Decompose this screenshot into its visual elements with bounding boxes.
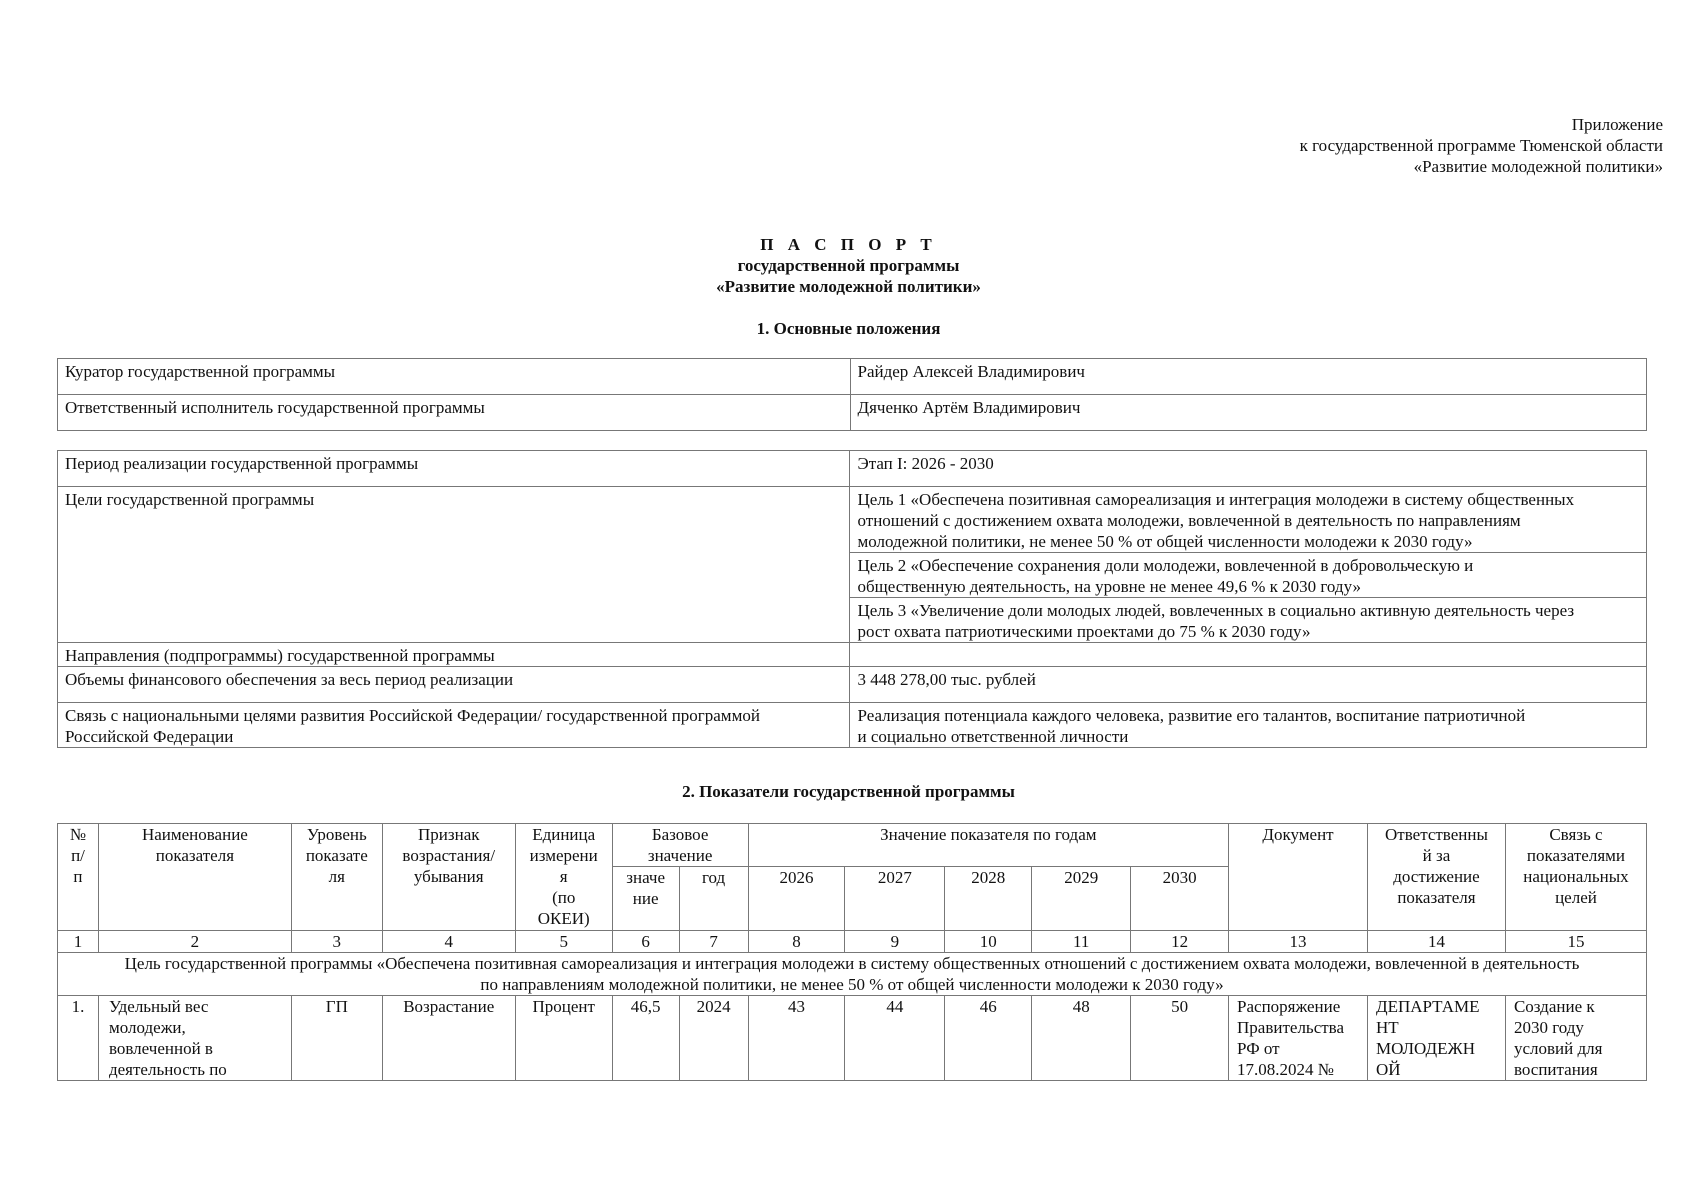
col-number: 12 (1131, 931, 1229, 953)
table-row (58, 667, 1647, 703)
cell-line: деятельность по (108, 1060, 227, 1079)
goal-1-line: Цель 1 «Обеспечена позитивная самореализация и интеграция молодежи в систему общественных (857, 490, 1575, 509)
col-number: 7 (679, 931, 748, 953)
row-sign: Возрастание (382, 996, 515, 1081)
goal-row-line: по направлениям молодежной политики, не менее 50 % от общей численности молодежи к 2030 году» (480, 975, 1224, 994)
header-line: Связь с (1549, 825, 1603, 844)
cell-line: РФ от (1237, 1039, 1280, 1058)
header-name (98, 824, 291, 931)
row-base-year: 2024 (679, 996, 748, 1081)
goals-label: Цели государственной программы (58, 487, 850, 643)
cell-line: МОЛОДЕЖН (1375, 1039, 1475, 1058)
header-line: значение (647, 846, 713, 865)
col-number: 2 (98, 931, 291, 953)
row-value-2027: 44 (845, 996, 945, 1081)
header-year-2029: 2029 (1032, 867, 1131, 931)
executor-label: Ответственный исполнитель государственной программы (58, 395, 851, 431)
cell-line: молодежи, (108, 1018, 186, 1037)
header-responsible (1367, 824, 1505, 931)
row-level: ГП (291, 996, 382, 1081)
header-sign (382, 824, 515, 931)
main-info-table (57, 358, 1647, 431)
goal-row-line: Цель государственной программы «Обеспечена позитивная самореализация и интеграция молодежи в систему общественных отношений с достижением охвата молодежи, вовлеченной в деятельность (124, 954, 1580, 973)
cell-line: Удельный вес (108, 997, 209, 1016)
header-line: национальных (1523, 867, 1629, 886)
header-line: ОКЕИ) (537, 909, 590, 928)
title-subtitle: государственной программы (737, 256, 960, 275)
header-line: ние (632, 889, 659, 908)
col-number: 6 (612, 931, 679, 953)
national-goals-value-line: Реализация потенциала каждого человека, развитие его талантов, воспитание патриотичной (857, 706, 1526, 725)
row-base-value: 46,5 (612, 996, 679, 1081)
cell-line: ДЕПАРТАМЕ (1375, 997, 1480, 1016)
header-line: № (69, 825, 87, 844)
header-line: показателя (155, 846, 235, 865)
goal-1-line: молодежной политики, не менее 50 % от общей численности молодежи к 2030 году» (857, 532, 1473, 551)
header-line: п/ (71, 846, 85, 865)
col-number: 10 (945, 931, 1032, 953)
row-num: 1. (58, 996, 99, 1081)
indicators-table (57, 823, 1647, 1081)
header-line: Единица (532, 825, 596, 844)
appendix-line: Приложение (1571, 115, 1663, 134)
period-label: Период реализации государственной программы (58, 451, 850, 487)
header-line: й за (1422, 846, 1451, 865)
goal-2-line: Цель 2 «Обеспечение сохранения доли молодежи, вовлеченной в добровольческую и (857, 556, 1474, 575)
row-value-2029: 48 (1032, 996, 1131, 1081)
header-line: значе (626, 868, 666, 887)
table-row (58, 359, 1647, 395)
header-line: возрастания/ (402, 846, 496, 865)
table-row (58, 643, 1647, 667)
col-number: 1 (58, 931, 99, 953)
national-goals-label (58, 703, 850, 748)
cell-line: Создание к (1513, 997, 1595, 1016)
header-base-value (612, 867, 679, 931)
header-document: Документ (1229, 824, 1368, 931)
header-num (58, 824, 99, 931)
header-line: показателями (1526, 846, 1626, 865)
row-value-2030: 50 (1131, 996, 1229, 1081)
header-line: Наименование (141, 825, 248, 844)
header-base-year: год (679, 867, 748, 931)
cell-line: воспитания (1513, 1060, 1598, 1079)
goal-1 (850, 487, 1647, 553)
cell-line: НТ (1375, 1018, 1399, 1037)
header-line: Ответственны (1385, 825, 1488, 844)
funding-value: 3 448 278,00 тыс. рублей (850, 667, 1647, 703)
cell-line: Правительства (1237, 1018, 1345, 1037)
col-number: 9 (845, 931, 945, 953)
national-goals-label-line: Российской Федерации (65, 727, 234, 746)
header-line: я (559, 867, 568, 886)
section2-title: 2. Показатели государственной программы (682, 782, 1015, 801)
col-number: 14 (1367, 931, 1505, 953)
header-year-2030: 2030 (1131, 867, 1229, 931)
header-line: ля (328, 867, 345, 886)
cell-line: 17.08.2024 № (1237, 1060, 1335, 1079)
period-value: Этап I: 2026 - 2030 (850, 451, 1647, 487)
row-national-link (1505, 996, 1646, 1081)
row-value-2026: 43 (748, 996, 845, 1081)
goal-2-line: общественную деятельность, на уровне не менее 49,6 % к 2030 году» (857, 577, 1362, 596)
appendix-line: «Развитие молодежной политики» (1413, 157, 1663, 176)
goal-2 (850, 553, 1647, 598)
row-document (1229, 996, 1368, 1081)
program-details-table (57, 450, 1647, 748)
goal-3 (850, 598, 1647, 643)
header-line: измерени (529, 846, 598, 865)
goal-3-line: рост охвата патриотическими проектами до 75 % к 2030 году» (857, 622, 1311, 641)
goal-row-cell (58, 953, 1647, 996)
cell-line: ОЙ (1375, 1060, 1401, 1079)
cell-line: Распоряжение (1237, 997, 1341, 1016)
title-program-name: «Развитие молодежной политики» (716, 277, 981, 296)
row-responsible (1367, 996, 1505, 1081)
cell-line: 2030 году (1513, 1018, 1584, 1037)
appendix-header (1300, 114, 1663, 177)
header-line: показате (305, 846, 368, 865)
directions-value (850, 643, 1647, 667)
header-line: Уровень (306, 825, 367, 844)
header-line: достижение (1393, 867, 1480, 886)
header-national-link (1505, 824, 1646, 931)
header-year-2027: 2027 (845, 867, 945, 931)
title-passport: П А С П О Р Т (760, 235, 937, 254)
table-row (58, 703, 1647, 748)
header-line: п (73, 867, 83, 886)
column-number-row (58, 931, 1647, 953)
col-number: 5 (515, 931, 612, 953)
header-line: (по (552, 888, 576, 907)
header-row (58, 824, 1647, 867)
cell-line: вовлеченной в (108, 1039, 213, 1058)
row-unit: Процент (515, 996, 612, 1081)
header-level (291, 824, 382, 931)
section1-title: 1. Основные положения (756, 319, 941, 338)
funding-label: Объемы финансового обеспечения за весь период реализации (58, 667, 850, 703)
national-goals-label-line: Связь с национальными целями развития Российской Федерации/ государственной программой (65, 706, 760, 725)
curator-value: Райдер Алексей Владимирович (850, 359, 1647, 395)
table-row (58, 395, 1647, 431)
header-values-by-year: Значение показателя по годам (748, 824, 1228, 867)
header-year-2028: 2028 (945, 867, 1032, 931)
row-indicator-name (98, 996, 291, 1081)
col-number: 3 (291, 931, 382, 953)
col-number: 8 (748, 931, 845, 953)
national-goals-value-line: и социально ответственной личности (857, 727, 1129, 746)
col-number: 15 (1505, 931, 1646, 953)
col-number: 11 (1032, 931, 1131, 953)
col-number: 4 (382, 931, 515, 953)
table-row (58, 487, 1647, 553)
header-year-2026: 2026 (748, 867, 845, 931)
directions-label: Направления (подпрограммы) государственной программы (58, 643, 850, 667)
national-goals-value (850, 703, 1647, 748)
col-number: 13 (1229, 931, 1368, 953)
cell-line: условий для (1513, 1039, 1603, 1058)
goal-3-line: Цель 3 «Увеличение доли молодых людей, вовлеченных в социально активную деятельность через (857, 601, 1575, 620)
curator-label: Куратор государственной программы (58, 359, 851, 395)
goal-row (58, 953, 1647, 996)
header-line: убывания (413, 867, 484, 886)
document-title (0, 234, 1697, 297)
header-line: показателя (1397, 888, 1476, 907)
header-line: Признак (418, 825, 480, 844)
header-unit (515, 824, 612, 931)
header-line: целей (1555, 888, 1597, 907)
header-base (612, 824, 748, 867)
executor-value: Дяченко Артём Владимирович (850, 395, 1647, 431)
table-row (58, 996, 1647, 1081)
table-row (58, 451, 1647, 487)
appendix-line: к государственной программе Тюменской области (1299, 136, 1663, 155)
goal-1-line: отношений с достижением охвата молодежи, вовлеченной в деятельность по направлениям (857, 511, 1521, 530)
row-value-2028: 46 (945, 996, 1032, 1081)
header-line: Базовое (651, 825, 709, 844)
